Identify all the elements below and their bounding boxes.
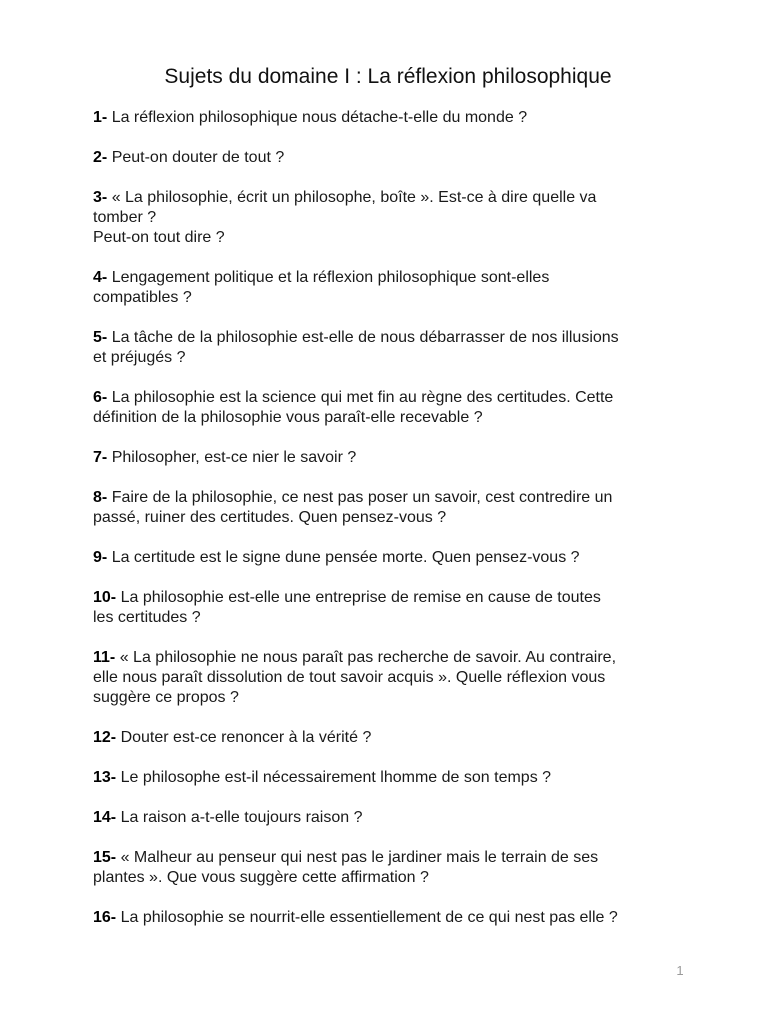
question-item-16 (93, 908, 693, 928)
question-number: 6- (93, 389, 108, 406)
question-text: La tâche de la philosophie est-elle de nous débarrasser de nos illusions et préjugés ? (93, 329, 619, 366)
question-number: 4- (93, 269, 108, 286)
question-text: Faire de la philosophie, ce nest pas poser un savoir, cest contredire un passé, ruiner des certitudes. Quen pensez-vous ? (93, 489, 613, 526)
question-item-5 (93, 328, 693, 368)
question-item-9 (93, 548, 693, 568)
question-number: 7- (93, 449, 108, 466)
question-number: 10- (93, 589, 117, 606)
question-text: « La philosophie, écrit un philosophe, boîte ». Est-ce à dire quelle va tomber ? Peut-on tout dire ? (93, 189, 597, 246)
question-number: 12- (93, 729, 117, 746)
question-item-1 (93, 108, 693, 128)
question-text: La philosophie est la science qui met fin au règne des certitudes. Cette définition de la philosophie vous paraît-elle recevable ? (93, 389, 614, 426)
question-item-10 (93, 588, 693, 628)
question-item-7 (93, 448, 693, 468)
question-text: La réflexion philosophique nous détache-t-elle du monde ? (111, 109, 528, 126)
question-number: 11- (93, 649, 116, 666)
question-item-11 (93, 648, 693, 708)
question-number: 8- (93, 489, 108, 506)
question-number: 2- (93, 149, 108, 166)
question-text: La certitude est le signe dune pensée morte. Quen pensez-vous ? (111, 549, 580, 566)
question-text: La raison a-t-elle toujours raison ? (120, 809, 363, 826)
question-item-4 (93, 268, 693, 308)
question-text: La philosophie est-elle une entreprise de remise en cause de toutes les certitudes ? (93, 589, 601, 626)
question-number: 1- (93, 109, 108, 126)
question-item-3 (93, 188, 693, 248)
question-number: 16- (93, 909, 117, 926)
question-number: 15- (93, 849, 117, 866)
question-number: 13- (93, 769, 117, 786)
document-title: Sujets du domaine I : La réflexion philosophique (164, 65, 612, 88)
question-item-6 (93, 388, 693, 428)
question-text: Lengagement politique et la réflexion philosophique sont-elles compatibles ? (93, 269, 550, 306)
question-number: 3- (93, 189, 108, 206)
page-number: 1 (676, 963, 684, 978)
question-number: 5- (93, 329, 108, 346)
question-item-13 (93, 768, 693, 788)
question-item-15 (93, 848, 693, 888)
question-item-2 (93, 148, 693, 168)
question-item-8 (93, 488, 693, 528)
question-text: Douter est-ce renoncer à la vérité ? (120, 729, 372, 746)
question-text: Peut-on douter de tout ? (111, 149, 285, 166)
question-text: « La philosophie ne nous paraît pas recherche de savoir. Au contraire, elle nous paraît dissolution de tout savoir acquis ». Quelle réflexion vous suggère ce propos ? (93, 649, 617, 706)
question-text: La philosophie se nourrit-elle essentiellement de ce qui nest pas elle ? (120, 909, 618, 926)
question-item-14 (93, 808, 693, 828)
question-item-12 (93, 728, 693, 748)
question-number: 14- (93, 809, 117, 826)
question-text: Philosopher, est-ce nier le savoir ? (111, 449, 357, 466)
question-text: « Malheur au penseur qui nest pas le jardiner mais le terrain de ses plantes ». Que vous suggère cette affirmation ? (93, 849, 599, 886)
question-number: 9- (93, 549, 108, 566)
question-list (93, 108, 693, 948)
question-text: Le philosophe est-il nécessairement lhomme de son temps ? (120, 769, 552, 786)
